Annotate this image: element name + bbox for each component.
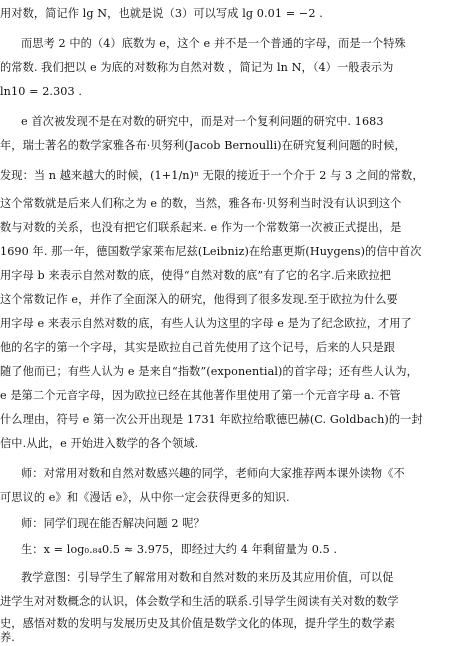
text-line: 的常数. 我们把以 e 为底的对数称为自然对数 ，简记为 ln N，（4）一般表示为 xyxy=(0,61,394,74)
text-line: 什么理由，符号 e 第一次公开出现是 1731 年欧拉给歌德巴赫(C. Goldbach)的一封 xyxy=(0,413,423,426)
text-line: 师：同学们现在能否解决问题 2 呢？ xyxy=(21,517,205,530)
text-line: e 是第二个元音字母，因为欧拉已经在其他著作里使用了第一个元音字母 a. 不管 xyxy=(0,389,401,402)
text-line: 这个常数记作 e，并作了全面深入的研究，他得到了很多发现.至于欧拉为什么要 xyxy=(0,293,398,306)
text-line: 信中.从此，e 开始进入数学的各个领域. xyxy=(0,437,199,450)
text-line: ln10 = 2.303 . xyxy=(0,85,83,98)
text-line: 随了他而已；有些人认为 e 是来自“指数”(exponential)的首字母；还有些人认为， xyxy=(0,365,418,378)
text-line: 数与对数的关系，也没有把它们联系起来. e 作为一个常数第一次被正式提出，是 xyxy=(0,221,402,234)
text-line: 用字母 b 来表示自然对数的底，使得“自然对数的底”有了它的名字.后来欧拉把 xyxy=(0,269,392,282)
text-line: 师：对常用对数和自然对数感兴趣的同学，老师向大家推荐两本课外读物《不 xyxy=(21,467,405,480)
text-line: 这个常数就是后来人们称之为 e 的数，当然，雅各布·贝努利当时没有认识到这个 xyxy=(0,197,402,210)
text-line: 用对数，简记作 lg N，也就是说（3）可以写成 lg 0.01 = −2 . xyxy=(0,7,323,20)
text-line-formula: 发现：当 n 越来越大的时候，(1+1/n)ⁿ 无限的接近于一个介于 2 与 3 之间的常数， xyxy=(0,169,424,182)
text-line: 他的名字的第一个字母，其实是欧拉自己首先使用了这个记号，后来的人只是跟 xyxy=(0,341,396,354)
text-line: 用字母 e 来表示自然对数的底，有些人认为这里的字母 e 是为了纪念欧拉，才用了 xyxy=(0,317,412,330)
text-line: 史，感悟对数的发明与发展历史及其价值是数学文化的体现，提升学生的数学素 xyxy=(0,617,396,630)
text-line-formula: 生：x = log₀.₈₄0.5 ≈ 3.975，即经过大约 4 年剩留量为 0.5 . xyxy=(21,543,338,556)
text-line: e 首次被发现不是在对数的研究中，而是对一个复利问题的研究中. 1683 xyxy=(21,115,384,128)
text-line: 进学生对对数概念的认识，体会数学和生活的联系.引导学生阅读有关对数的数学 xyxy=(0,595,399,608)
text-line: 而思考 2 中的（4）底数为 e，这个 e 并不是一个普通的字母，而是一个特殊 xyxy=(21,37,406,50)
text-line: 教学意图：引导学生了解常用对数和自然对数的来历及其应用价值，可以促 xyxy=(21,571,394,584)
text-line: 可思议的 e》和《漫话 e》，从中你一定会获得更多的知识. xyxy=(0,491,290,504)
text-line: 1690 年. 那一年，德国数学家莱布尼兹(Leibniz)在给惠更斯(Huygens)的信中首次 xyxy=(0,245,422,258)
text-line: 年，瑞士著名的数学家雅各布·贝努利(Jacob Bernoulli)在研究复利问题的时候， xyxy=(0,139,406,152)
text-line: 养. xyxy=(0,631,15,644)
